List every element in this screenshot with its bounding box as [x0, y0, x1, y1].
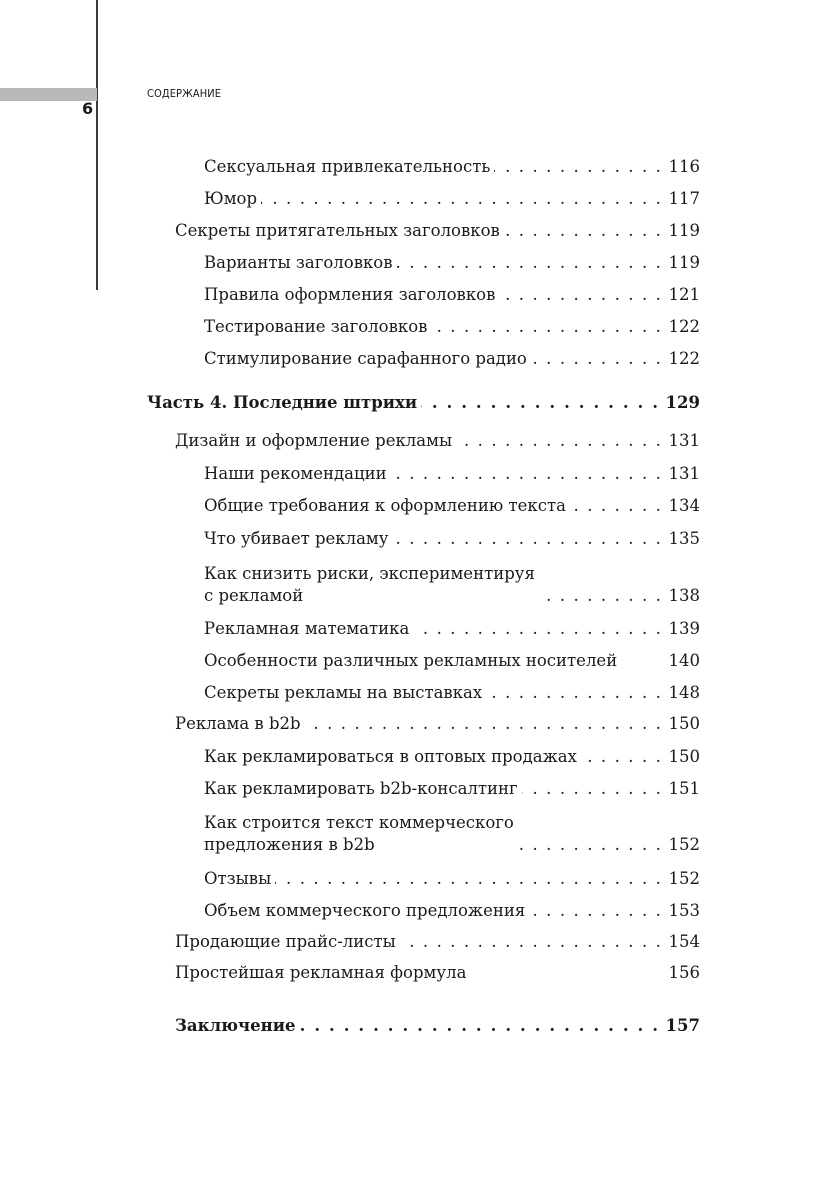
toc-entry-title: Наши рекомендации [204, 464, 387, 483]
toc-entry [204, 463, 700, 485]
dot-leader [421, 392, 659, 414]
toc-entry-title: Юмор [204, 189, 258, 208]
toc-entry-title: Сексуальная привлекательность [204, 157, 491, 176]
toc-entry-title: Стимулирование сарафанного радио [204, 349, 527, 368]
toc-entry-title: Часть 4. Последние штрихи [147, 393, 418, 412]
toc-entry-page: 151 [668, 779, 700, 798]
toc-entry-title [204, 812, 518, 856]
dot-leader [275, 868, 662, 890]
toc-entry [175, 713, 700, 735]
toc-entry-page: 117 [668, 189, 700, 208]
dot-leader [570, 495, 663, 517]
toc-entry [204, 618, 700, 640]
toc-entry-page: 121 [668, 285, 700, 304]
dot-leader [539, 585, 663, 607]
toc-entry [204, 746, 700, 768]
toc-entry-title-line2: с рекламой [204, 586, 304, 605]
toc-entry-page: 150 [668, 714, 700, 733]
dot-leader [400, 931, 663, 953]
toc-entry-title: Объем коммерческого предложения [204, 901, 526, 920]
running-header: СОДЕРЖАНИЕ [147, 87, 222, 100]
toc-part-heading [147, 392, 700, 414]
toc-entry-title-line1: Как строится текст коммерческого [204, 813, 514, 832]
dot-leader [470, 962, 662, 984]
toc-entry-title: Что убивает рекламу [204, 529, 389, 548]
dot-leader [392, 528, 662, 550]
dot-leader [431, 316, 662, 338]
toc-entry-page: 139 [668, 619, 700, 638]
toc-entry [175, 962, 700, 984]
toc-entry-title: Простейшая рекламная формула [175, 963, 467, 982]
toc-entry-page: 119 [668, 253, 700, 272]
dot-leader [581, 746, 663, 768]
toc-entry-page: 122 [668, 349, 700, 368]
toc-entry-title: Правила оформления заголовков [204, 285, 496, 304]
toc-entry-title: Секреты рекламы на выставках [204, 683, 483, 702]
toc-entry-page: 140 [668, 651, 700, 670]
toc-entry [204, 156, 700, 178]
toc-entry [204, 348, 700, 370]
dot-leader [456, 430, 662, 452]
toc-entry-page: 138 [668, 586, 700, 605]
dot-leader [504, 220, 663, 242]
toc-entry [204, 900, 700, 922]
toc-entry-title: Тестирование заголовков [204, 317, 428, 336]
toc-entry [204, 682, 700, 704]
toc-entry-title: Продающие прайс-листы [175, 932, 396, 951]
toc-entry-page: 152 [668, 835, 700, 854]
toc-entry [204, 528, 700, 550]
toc-entry-title: Особенности различных рекламных носителей [204, 651, 618, 670]
toc-entry-title: Варианты заголовков [204, 253, 393, 272]
toc-entry [175, 931, 700, 953]
dot-leader [486, 682, 662, 704]
toc-entry-page: 153 [668, 901, 700, 920]
dot-leader [499, 284, 662, 306]
dot-leader [397, 252, 663, 274]
toc-entry-page: 119 [668, 221, 700, 240]
dot-leader [518, 834, 663, 856]
toc-entry [204, 778, 700, 800]
toc-entry-page: 152 [668, 869, 700, 888]
toc-entry [204, 650, 700, 672]
toc-entry-title-line1: Как снизить риски, экспериментируя [204, 564, 535, 583]
toc-entry-page: 150 [668, 747, 700, 766]
toc-entry-page: 131 [668, 431, 700, 450]
toc-entry-title: Как рекламироваться в оптовых продажах [204, 747, 577, 766]
dot-leader [413, 618, 662, 640]
toc-entry-page: 156 [668, 963, 700, 982]
toc-entry [204, 284, 700, 306]
dot-leader [494, 156, 662, 178]
toc-entry-page: 134 [668, 496, 700, 515]
toc-entry-title: Заключение [175, 1016, 296, 1035]
toc-entry-title: Дизайн и оформление рекламы [175, 431, 453, 450]
dot-leader [391, 463, 663, 485]
toc-entry-title-line2: предложения в b2b [204, 835, 375, 854]
toc-entry-page: 157 [665, 1016, 700, 1035]
dot-leader [305, 713, 663, 735]
toc-entry-page: 135 [668, 529, 700, 548]
toc-entry-page: 148 [668, 683, 700, 702]
toc-entry-title: Как рекламировать b2b-консалтинг [204, 779, 518, 798]
toc-entry [204, 316, 700, 338]
toc-entry [175, 220, 700, 242]
toc-entry [204, 188, 700, 210]
toc-entry-title [204, 563, 539, 607]
toc-entry-page: 122 [668, 317, 700, 336]
dot-leader [261, 188, 662, 210]
toc-entry [204, 868, 700, 890]
dot-leader [299, 1015, 659, 1037]
toc-entry-title: Секреты притягательных заголовков [175, 221, 500, 240]
margin-rule [96, 0, 98, 290]
toc-entry-page: 116 [668, 157, 700, 176]
dot-leader [531, 348, 663, 370]
toc-conclusion-heading [175, 1015, 700, 1037]
dot-leader [522, 778, 663, 800]
dot-leader [621, 650, 662, 672]
toc-entry [175, 430, 700, 452]
toc-entry-title: Реклама в b2b [175, 714, 301, 733]
toc-entry-page: 154 [668, 932, 700, 951]
toc-entry [204, 812, 700, 856]
toc-entry-title: Общие требования к оформлению текста [204, 496, 566, 515]
page-number: 6 [82, 99, 94, 118]
toc-entry [204, 563, 700, 607]
dot-leader [529, 900, 662, 922]
toc-entry [204, 252, 700, 274]
toc-entry [204, 495, 700, 517]
toc-entry-page: 131 [668, 464, 700, 483]
toc-entry-title: Отзывы [204, 869, 272, 888]
toc-entry-page: 129 [665, 393, 700, 412]
toc-entry-title: Рекламная математика [204, 619, 410, 638]
